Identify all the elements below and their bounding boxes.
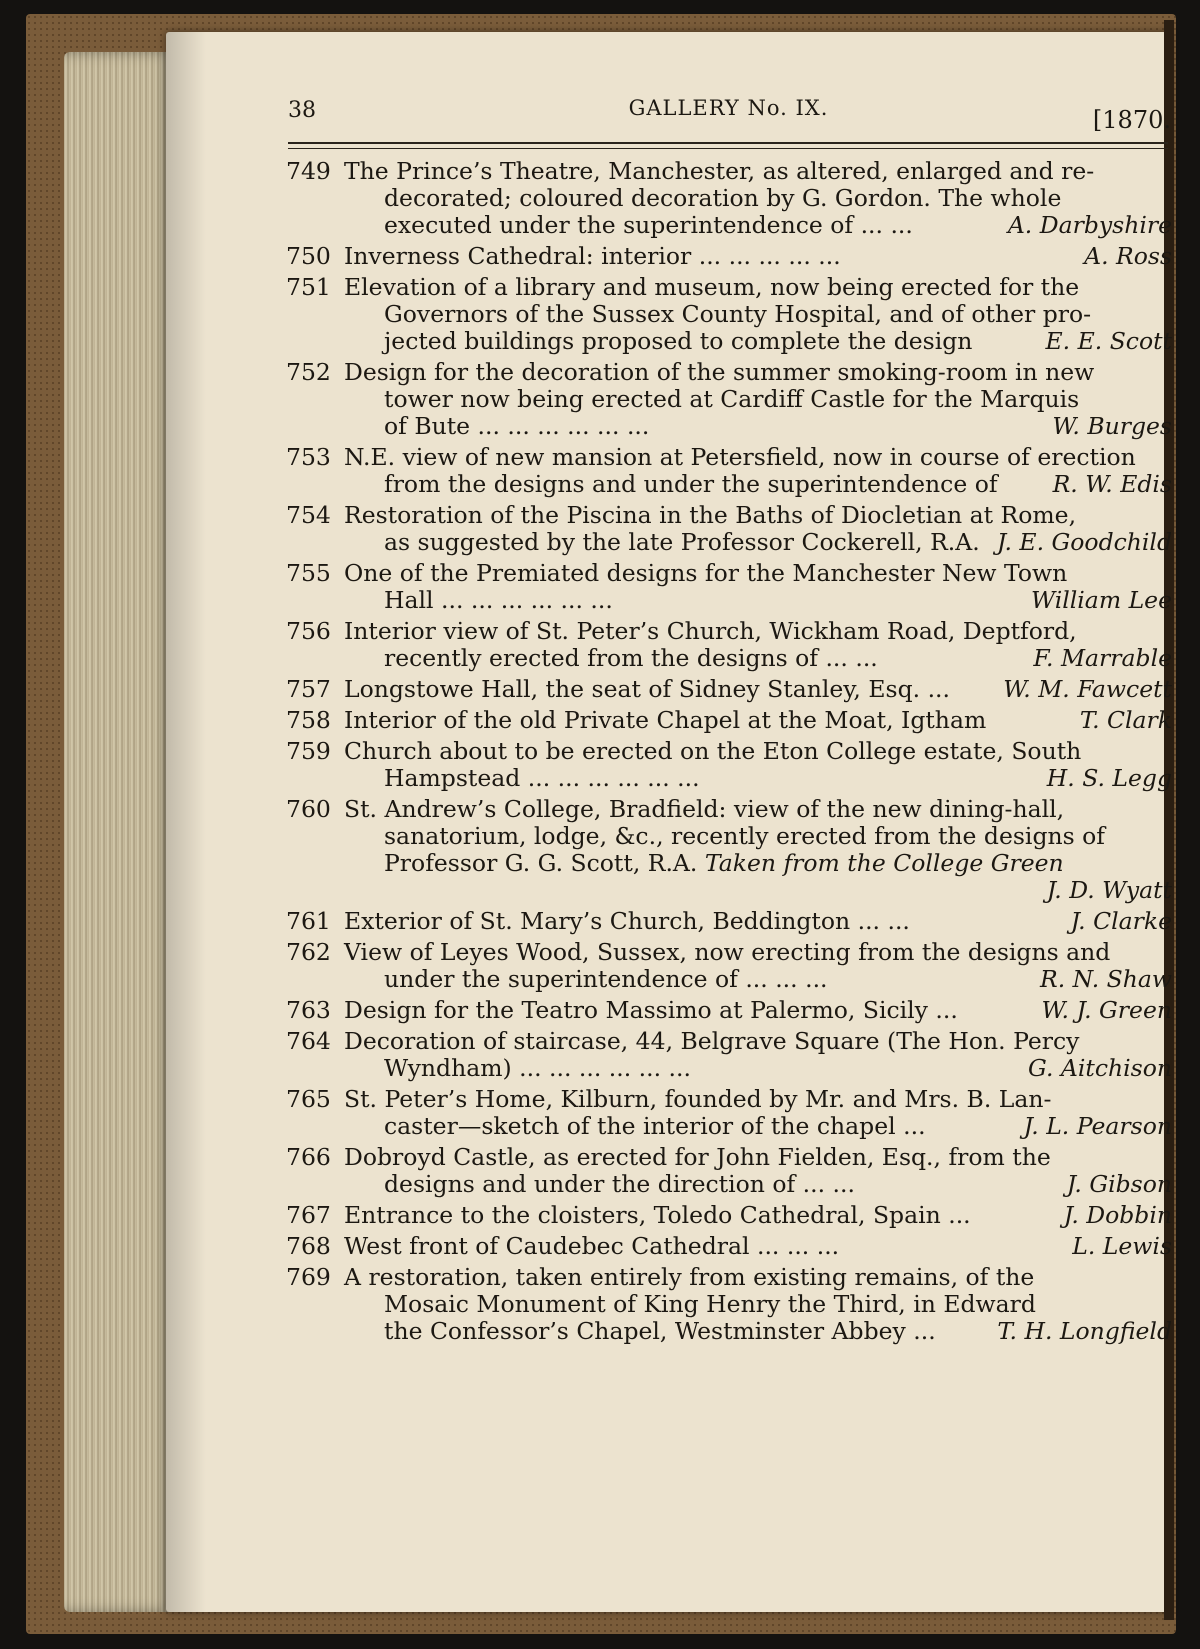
entry-architect: A. Ross [1084, 242, 1172, 270]
entry-number: 749 [286, 157, 331, 185]
header-rule-thin [288, 148, 1168, 149]
entry-architect: A. Darbyshire [1007, 211, 1172, 239]
page-year: [1870. [1092, 106, 1171, 134]
entry-text-line: The Prince’s Theatre, Manchester, as altered, enlarged and re- [344, 157, 1095, 185]
entry-architect: G. Aitchison [1028, 1054, 1172, 1082]
entry-text-line: N.E. view of new mansion at Petersfield, now in course of erection [344, 443, 1136, 471]
catalogue-entry [286, 618, 1172, 672]
entry-text-line: executed under the superintendence of ... ... [384, 211, 913, 239]
entry-number: 767 [286, 1201, 331, 1229]
entry-architect: J. Dobbin [1063, 1201, 1172, 1229]
page-edges [64, 52, 176, 1612]
entry-architect: J. Gibson [1066, 1170, 1172, 1198]
entry-text-line: Hampstead ... ... ... ... ... ... [384, 764, 700, 792]
entry-text-line: of Bute ... ... ... ... ... ... [384, 412, 650, 440]
entry-text-line: as suggested by the late Professor Cockerell, R.A. [384, 528, 980, 556]
catalogue-entry [286, 1233, 1172, 1260]
entry-architect: T. Clark [1079, 706, 1172, 734]
entry-architect: F. Marrable [1033, 644, 1172, 672]
entry-text-line: Interior of the old Private Chapel at the Moat, Igtham [344, 706, 987, 734]
entry-number: 759 [286, 737, 331, 765]
entry-architect: T. H. Longfield [997, 1317, 1172, 1345]
entry-text-line: Exterior of St. Mary’s Church, Beddington ... ... [344, 907, 910, 935]
entry-number: 769 [286, 1263, 331, 1291]
entry-text-line: sanatorium, lodge, &c., recently erected from the designs of [384, 822, 1105, 850]
entry-number: 765 [286, 1085, 331, 1113]
entry-text-line: Church about to be erected on the Eton College estate, South [344, 737, 1082, 765]
entry-note: Taken from the College Green [697, 849, 1064, 877]
entry-number: 754 [286, 501, 331, 529]
entry-architect: William Lee [1031, 586, 1172, 614]
catalogue-entry [286, 274, 1172, 355]
catalogue-entry [286, 502, 1172, 556]
page-header [286, 90, 1171, 134]
entry-architect: J. Clarke [1070, 907, 1172, 935]
entry-number: 762 [286, 938, 331, 966]
entry-text-line: Mosaic Monument of King Henry the Third, in Edward [384, 1290, 1036, 1318]
catalogue-entry [286, 243, 1172, 270]
entry-architect: W. Burges [1052, 412, 1172, 440]
catalogue-entry [286, 444, 1172, 498]
entry-number: 757 [286, 675, 331, 703]
entry-architect: W. J. Green [1041, 996, 1172, 1024]
entry-architect: R. W. Edis [1052, 470, 1172, 498]
catalogue-entry [286, 997, 1172, 1024]
catalogue-entry [286, 939, 1172, 993]
catalogue-entry [286, 1086, 1172, 1140]
entry-number: 766 [286, 1143, 331, 1171]
entry-text-line: the Confessor’s Chapel, Westminster Abbey ... [384, 1317, 936, 1345]
entry-number: 761 [286, 907, 331, 935]
entry-text-line: Wyndham) ... ... ... ... ... ... [384, 1054, 691, 1082]
entry-number: 763 [286, 996, 331, 1024]
entry-number: 756 [286, 617, 331, 645]
catalogue-entry [286, 707, 1172, 734]
entry-text-line: Dobroyd Castle, as erected for John Fielden, Esq., from the [344, 1143, 1051, 1171]
entry-text-line: caster—sketch of the interior of the chapel ... [384, 1112, 926, 1140]
page-number: 38 [288, 98, 316, 123]
entry-architect: J. L. Pearson [1023, 1112, 1172, 1140]
entry-text-line: tower now being erected at Cardiff Castle for the Marquis [384, 385, 1080, 413]
entry-text-line: View of Leyes Wood, Sussex, now erecting from the designs and [344, 938, 1111, 966]
catalogue-entry [286, 908, 1172, 935]
entry-text-line: Governors of the Sussex County Hospital, and of other pro- [384, 300, 1092, 328]
entry-architect: E. E. Scott [1045, 327, 1172, 355]
entry-text-line: West front of Caudebec Cathedral ... ... ... [344, 1232, 840, 1260]
catalogue-entry [286, 676, 1172, 703]
entry-text-line: Professor G. G. Scott, R.A. Taken from the College Green [384, 849, 1064, 877]
catalogue-entry [286, 738, 1172, 792]
entry-text-line: Design for the decoration of the summer smoking-room in new [344, 358, 1095, 386]
catalogue-entry [286, 1202, 1172, 1229]
entry-text-line: Restoration of the Piscina in the Baths of Diocletian at Rome, [344, 501, 1077, 529]
entry-text-line: Entrance to the cloisters, Toledo Cathedral, Spain ... [344, 1201, 971, 1229]
entry-number: 753 [286, 443, 331, 471]
entry-text-line: recently erected from the designs of ... ... [384, 644, 878, 672]
entry-text-line: designs and under the direction of ... ... [384, 1170, 855, 1198]
entry-number: 755 [286, 559, 331, 587]
catalogue-entry [286, 158, 1172, 239]
entry-architect: H. S. Legg [1046, 764, 1172, 792]
entry-text-line: One of the Premiated designs for the Manchester New Town [344, 559, 1068, 587]
entry-text-line: Inverness Cathedral: interior ... ... ... ... ... [344, 242, 841, 270]
entry-text-line: Longstowe Hall, the seat of Sidney Stanley, Esq. ... [344, 675, 950, 703]
entry-number: 751 [286, 273, 331, 301]
entry-text-line: Hall ... ... ... ... ... ... [384, 586, 613, 614]
entry-number: 750 [286, 242, 331, 270]
header-rule [288, 142, 1168, 144]
catalogue-entry [286, 1264, 1172, 1345]
entry-architect: J. D. Wyatt [1046, 876, 1172, 904]
entry-number: 768 [286, 1232, 331, 1260]
entry-architect: R. N. Shaw [1040, 965, 1172, 993]
entry-text-line: under the superintendence of ... ... ... [384, 965, 828, 993]
entry-text-line: A restoration, taken entirely from existing remains, of the [344, 1263, 1035, 1291]
catalogue-entry [286, 796, 1172, 904]
entry-number: 760 [286, 795, 331, 823]
entry-text-line: jected buildings proposed to complete the design [384, 327, 973, 355]
entry-text-line: Interior view of St. Peter’s Church, Wickham Road, Deptford, [344, 617, 1077, 645]
catalogue-entry [286, 1028, 1172, 1082]
catalogue-entry [286, 560, 1172, 614]
catalogue-entry [286, 359, 1172, 440]
entry-text-line: Design for the Teatro Massimo at Palermo, Sicily ... [344, 996, 958, 1024]
entry-number: 764 [286, 1027, 331, 1055]
entry-text-line: St. Peter’s Home, Kilburn, founded by Mr. and Mrs. B. Lan- [344, 1085, 1052, 1113]
entry-text-line: Elevation of a library and museum, now being erected for the [344, 273, 1080, 301]
catalogue-entries [286, 158, 1172, 1349]
entry-text-line: Decoration of staircase, 44, Belgrave Square (The Hon. Percy [344, 1027, 1080, 1055]
entry-number: 752 [286, 358, 331, 386]
page-title: GALLERY No. IX. [628, 96, 829, 120]
entry-architect: L. Lewis [1072, 1232, 1172, 1260]
entry-text-line: St. Andrew’s College, Bradfield: view of the new dining-hall, [344, 795, 1065, 823]
entry-architect: W. M. Fawcett [1003, 675, 1172, 703]
entry-text-line: from the designs and under the superintendence of [384, 470, 998, 498]
entry-architect: J. E. Goodchild [996, 528, 1172, 556]
catalogue-entry [286, 1144, 1172, 1198]
entry-text-line: decorated; coloured decoration by G. Gordon. The whole [384, 184, 1062, 212]
entry-number: 758 [286, 706, 331, 734]
